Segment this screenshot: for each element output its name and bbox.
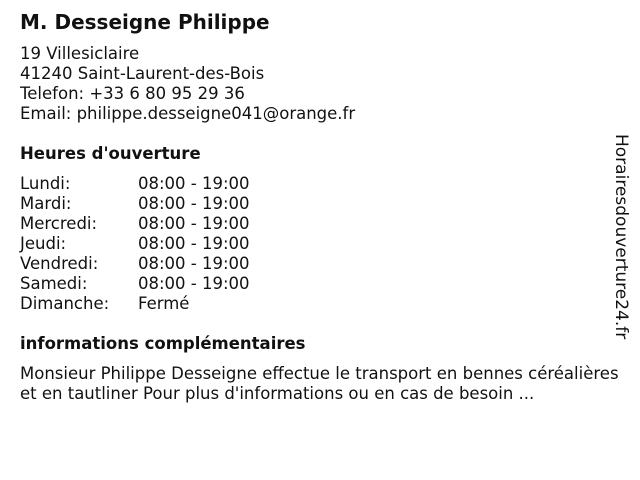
hours-heading: Heures d'ouverture (20, 144, 201, 163)
info-description: Monsieur Philippe Desseigne effectue le transport en bennes céréalières et en tautliner Pour plus d'informations ou en cas de besoin ... (20, 364, 619, 403)
day-time: 08:00 - 19:00 (138, 174, 250, 193)
email-address: Email: philippe.desseigne041@orange.fr (20, 104, 356, 123)
hours-row (20, 214, 250, 234)
phone-number: Telefon: +33 6 80 95 29 36 (20, 84, 245, 103)
info-heading: informations complémentaires (20, 334, 306, 353)
day-label: Samedi: (20, 274, 88, 293)
hours-row (20, 274, 250, 294)
day-time: 08:00 - 19:00 (138, 214, 250, 233)
day-label: Vendredi: (20, 254, 99, 273)
business-name: M. Desseigne Philippe (20, 10, 270, 34)
day-label: Dimanche: (20, 294, 110, 313)
opening-hours-table (20, 174, 250, 314)
hours-row (20, 254, 250, 274)
city-address: 41240 Saint-Laurent-des-Bois (20, 64, 265, 83)
day-label: Mardi: (20, 194, 72, 213)
day-label: Lundi: (20, 174, 71, 193)
hours-row (20, 234, 250, 254)
hours-row (20, 194, 250, 214)
contact-block (20, 44, 355, 124)
day-label: Mercredi: (20, 214, 98, 233)
day-time: Fermé (138, 294, 190, 313)
day-time: 08:00 - 19:00 (138, 194, 250, 213)
hours-row (20, 294, 250, 314)
day-label: Jeudi: (20, 234, 67, 253)
day-time: 08:00 - 19:00 (138, 274, 250, 293)
day-time: 08:00 - 19:00 (138, 254, 250, 273)
hours-row (20, 174, 250, 194)
watermark-text: Horairesdouverture24.fr (611, 134, 631, 340)
day-time: 08:00 - 19:00 (138, 234, 250, 253)
street-address: 19 Villesiclaire (20, 44, 140, 63)
